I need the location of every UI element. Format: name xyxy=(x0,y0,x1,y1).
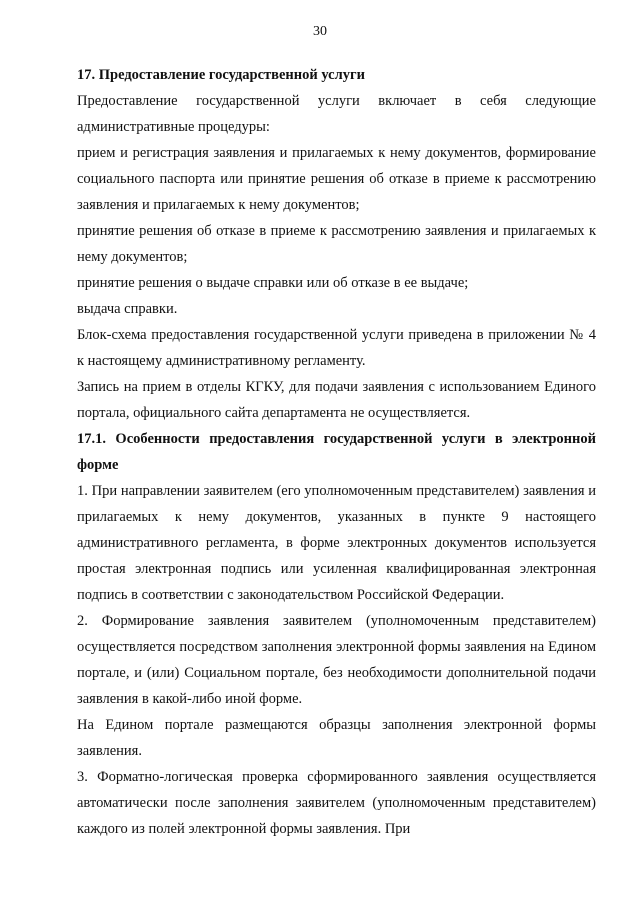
section-17-1-paragraph: 1. При направлении заявителем (его уполномоченным представителем) заявления и прилагаемых к нему документов, указанных в пункте 9 настоящего административного регламента, в форме электронных документов используется простая электронная подпись или усиленная квалифицированная электронная подпись в соответствии с законодательством Российской Федерации. xyxy=(77,483,596,603)
section-17-paragraph: Предоставление государственной услуги включает в себя следующие административные процедуры: xyxy=(77,93,596,135)
document-body xyxy=(77,62,596,842)
section-17-1-paragraph: 2. Формирование заявления заявителем (уполномоченным представителем) осуществляется посредством заполнения электронной формы заявления на Едином портале, и (или) Социальном портале, без необходимости дополнительной подачи заявления в какой-либо иной форме. xyxy=(77,613,596,707)
page-number: 30 xyxy=(313,24,327,39)
section-17-1-paragraph: 3. Форматно-логическая проверка сформированного заявления осуществляется автоматически после заполнения заявителем (уполномоченным представителем) каждого из полей электронной формы заявления. При xyxy=(77,769,596,837)
section-17-title: 17. Предоставление государственной услуги xyxy=(77,67,365,83)
section-17-1-title: 17.1. Особенности предоставления государственной услуги в электронной форме xyxy=(77,431,596,473)
section-17-paragraph: Запись на прием в отделы КГКУ, для подачи заявления с использованием Единого портала, официального сайта департамента не осуществляется. xyxy=(77,379,596,421)
section-17-paragraph: принятие решения о выдаче справки или об отказе в ее выдаче; xyxy=(77,275,469,291)
section-17-paragraph: прием и регистрация заявления и прилагаемых к нему документов, формирование социального паспорта или принятие решения об отказе в приеме к рассмотрению заявления и прилагаемых к нему документов; xyxy=(77,145,596,213)
section-17-paragraph: принятие решения об отказе в приеме к рассмотрению заявления и прилагаемых к нему документов; xyxy=(77,223,596,265)
section-17-1-paragraph: На Едином портале размещаются образцы заполнения электронной формы заявления. xyxy=(77,717,596,759)
section-17-paragraph: Блок-схема предоставления государственной услуги приведена в приложении № 4 к настоящему административному регламенту. xyxy=(77,327,596,369)
section-17-paragraph: выдача справки. xyxy=(77,301,178,317)
